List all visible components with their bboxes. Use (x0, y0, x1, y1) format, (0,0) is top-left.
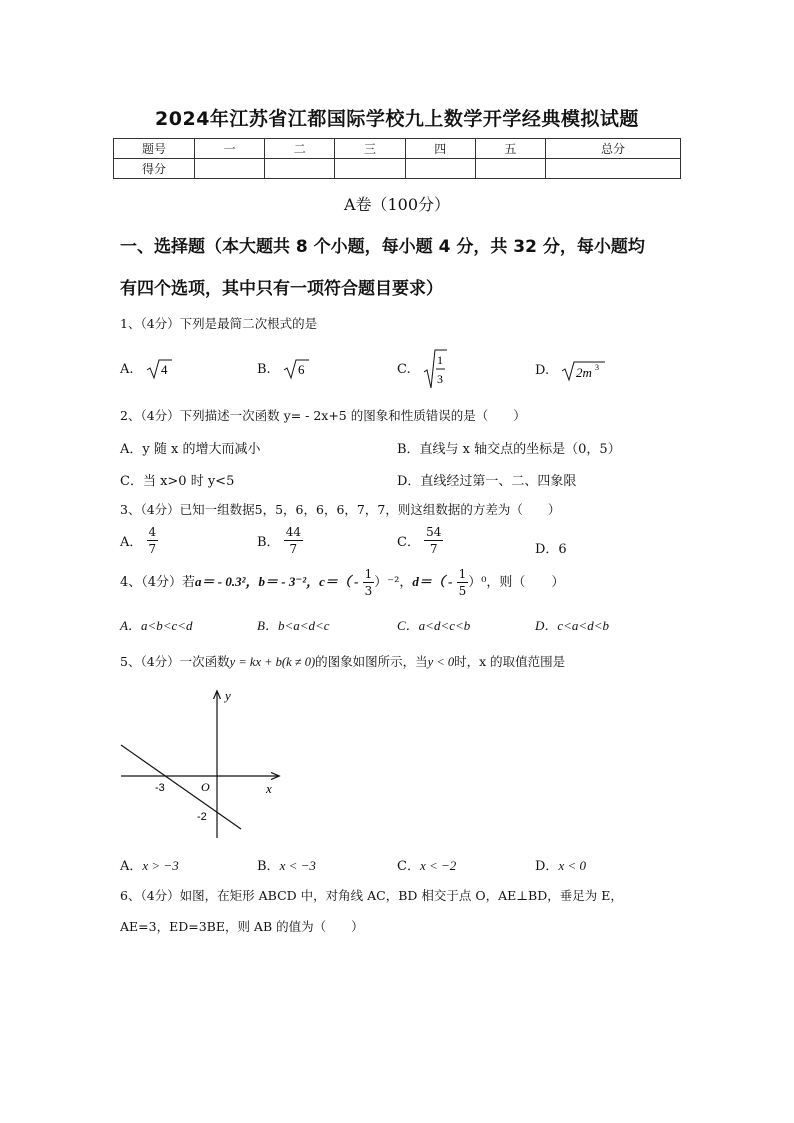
q4-d-prefix: d＝（ - (412, 574, 453, 589)
score-header-cell: 三 (335, 139, 405, 159)
q4-prefix: 4、（4分）若 (120, 575, 196, 590)
q1-option-label: A. (120, 361, 134, 377)
fraction-numerator: 1 (364, 567, 373, 581)
q3-option-label: B． (257, 535, 280, 550)
sqrt-sign-icon (283, 358, 309, 380)
q3-option-label: C． (397, 535, 420, 550)
fraction (363, 568, 375, 597)
q2-option-c: C．当 x>0 时 y<5 (120, 474, 235, 489)
score-cell (265, 159, 335, 179)
score-header-cell: 五 (475, 139, 545, 159)
q4-option-d: D．c<a<d<b (535, 618, 609, 633)
q5-option-label: B． (257, 859, 280, 874)
sqrt-sign-icon (561, 358, 605, 382)
q5-option-a-math: x > −3 (142, 858, 179, 873)
q1-option-d (535, 358, 605, 382)
q3-stem: 3、（4分）已知一组数据5，5，6，6，6，7，7，则这组数据的方差为（ ） (120, 502, 561, 517)
q1-c-numerator: 1 (436, 353, 443, 367)
q5-option-d-math: x < 0 (558, 858, 586, 873)
q1-a-radicand: 4 (160, 362, 168, 377)
sqrt-sign-icon (423, 348, 447, 390)
q4-a-definition: a＝ - 0.3²， (195, 574, 259, 589)
score-table (113, 138, 681, 179)
q4-option-a: A．a<b<c<d (120, 618, 193, 633)
q5-option-label: A． (120, 859, 143, 874)
fraction (457, 568, 469, 597)
y-axis-label: y (225, 688, 231, 703)
y-intercept-label: -2 (197, 811, 207, 823)
q5-stem-prefix: 5、（4分）一次函数 (120, 654, 230, 669)
q5-stem-suffix: 时，x 的取值范围是 (454, 654, 566, 669)
fraction (147, 526, 159, 555)
q5-option-c-math: x < −2 (419, 858, 457, 873)
x-intercept-label: -3 (155, 782, 165, 794)
fraction-numerator: 54 (426, 525, 442, 539)
q1-option-label: C. (397, 361, 411, 377)
q4-option-c: C．a<d<c<b (397, 618, 471, 633)
score-cell (405, 159, 475, 179)
q2-option-a: A．y 随 x 的增大而减小 (120, 442, 261, 457)
q3-option-label: A． (120, 535, 143, 550)
fraction-denominator: 5 (458, 584, 467, 598)
part1-heading-line2: 有四个选项，其中只有一项符合题目要求） (120, 279, 443, 299)
score-header-cell: 题号 (114, 139, 195, 159)
q1-stem: 1、（4分）下列是最简二次根式的是 (120, 316, 318, 331)
fraction-denominator: 7 (148, 542, 157, 556)
score-header-cell: 四 (405, 139, 475, 159)
q1-option-b (257, 358, 309, 380)
function-line (121, 745, 241, 829)
q1-option-label: B. (257, 361, 271, 377)
q3-option-d: D．6 (535, 542, 567, 557)
fraction (284, 526, 303, 555)
q5-option-b (257, 855, 316, 874)
score-cell (195, 159, 265, 179)
score-cell (475, 159, 545, 179)
q1-option-label: D. (535, 362, 550, 378)
q2-option-d: D．直线经过第一、二、四象限 (397, 474, 577, 489)
fraction-denominator: 7 (289, 542, 298, 556)
q5-option-label: D． (535, 859, 559, 874)
q4-c-suffix: ）⁻²， (374, 575, 413, 590)
fraction-numerator: 1 (458, 567, 467, 581)
score-cell (335, 159, 405, 179)
q6-stem-line1: 6、（4分）如图，在矩形 ABCD 中，对角线 AC，BD 相交于点 O，AE⊥BD，垂足为 E， (120, 888, 623, 903)
q5-option-label: C． (397, 859, 420, 874)
q1-option-a (120, 358, 172, 380)
fraction-denominator: 7 (429, 542, 438, 556)
fraction-numerator: 4 (148, 525, 157, 539)
q5-option-a (120, 855, 179, 874)
score-cell (546, 159, 681, 179)
q2-option-b: B．直线与 x 轴交点的坐标是（0，5） (397, 442, 621, 457)
score-header-cell: 二 (265, 139, 335, 159)
q3-option-a (120, 526, 158, 555)
q4-stem (120, 568, 564, 597)
q1-c-denominator: 3 (436, 372, 443, 386)
fraction (424, 526, 443, 555)
section-a-heading: A卷（100分） (343, 195, 451, 214)
q6-stem-line2: AE=3，ED=3BE，则 AB 的值为（ ） (120, 919, 364, 934)
q1-d-radicand: 2m (576, 365, 593, 380)
q5-graph (115, 686, 285, 844)
score-table-header-row (114, 139, 681, 159)
q4-option-b: B．b<a<d<c (257, 618, 330, 633)
q5-stem (120, 652, 565, 670)
q5-option-d (535, 855, 586, 874)
q4-d-suffix: ）⁰，则（ ） (468, 575, 565, 590)
q5-condition: y < 0 (427, 655, 455, 669)
q1-b-radicand: 6 (297, 362, 305, 377)
score-header-cell: 一 (195, 139, 265, 159)
q4-b-definition: b＝ - 3⁻²， (258, 574, 320, 589)
q4-c-prefix: c＝（ - (319, 574, 359, 589)
fraction-numerator: 44 (285, 525, 301, 539)
q1-d-exponent: 3 (595, 363, 600, 372)
q3-option-c (397, 526, 443, 555)
score-table-score-row (114, 159, 681, 179)
q1-option-c (397, 348, 447, 390)
q3-option-b (257, 526, 303, 555)
q5-stem-middle: 的图象如图所示，当 (315, 654, 428, 669)
q5-function-expression: y = kx + b(k ≠ 0) (229, 655, 316, 669)
q5-option-b-math: x < −3 (279, 858, 316, 873)
sqrt-sign-icon (146, 358, 172, 380)
q5-option-c (397, 855, 456, 874)
fraction-denominator: 3 (364, 584, 373, 598)
x-axis-label: x (266, 781, 272, 796)
score-row-label: 得分 (114, 159, 195, 179)
page-title: 2024年江苏省江都国际学校九上数学开学经典模拟试题 (155, 108, 639, 130)
score-header-cell: 总分 (546, 139, 681, 159)
q2-stem: 2、（4分）下列描述一次函数 y= - 2x+5 的图象和性质错误的是（ ） (120, 408, 526, 423)
origin-label: O (201, 780, 210, 794)
part1-heading-line1: 一、选择题（本大题共 8 个小题，每小题 4 分，共 32 分，每小题均 (120, 237, 645, 257)
